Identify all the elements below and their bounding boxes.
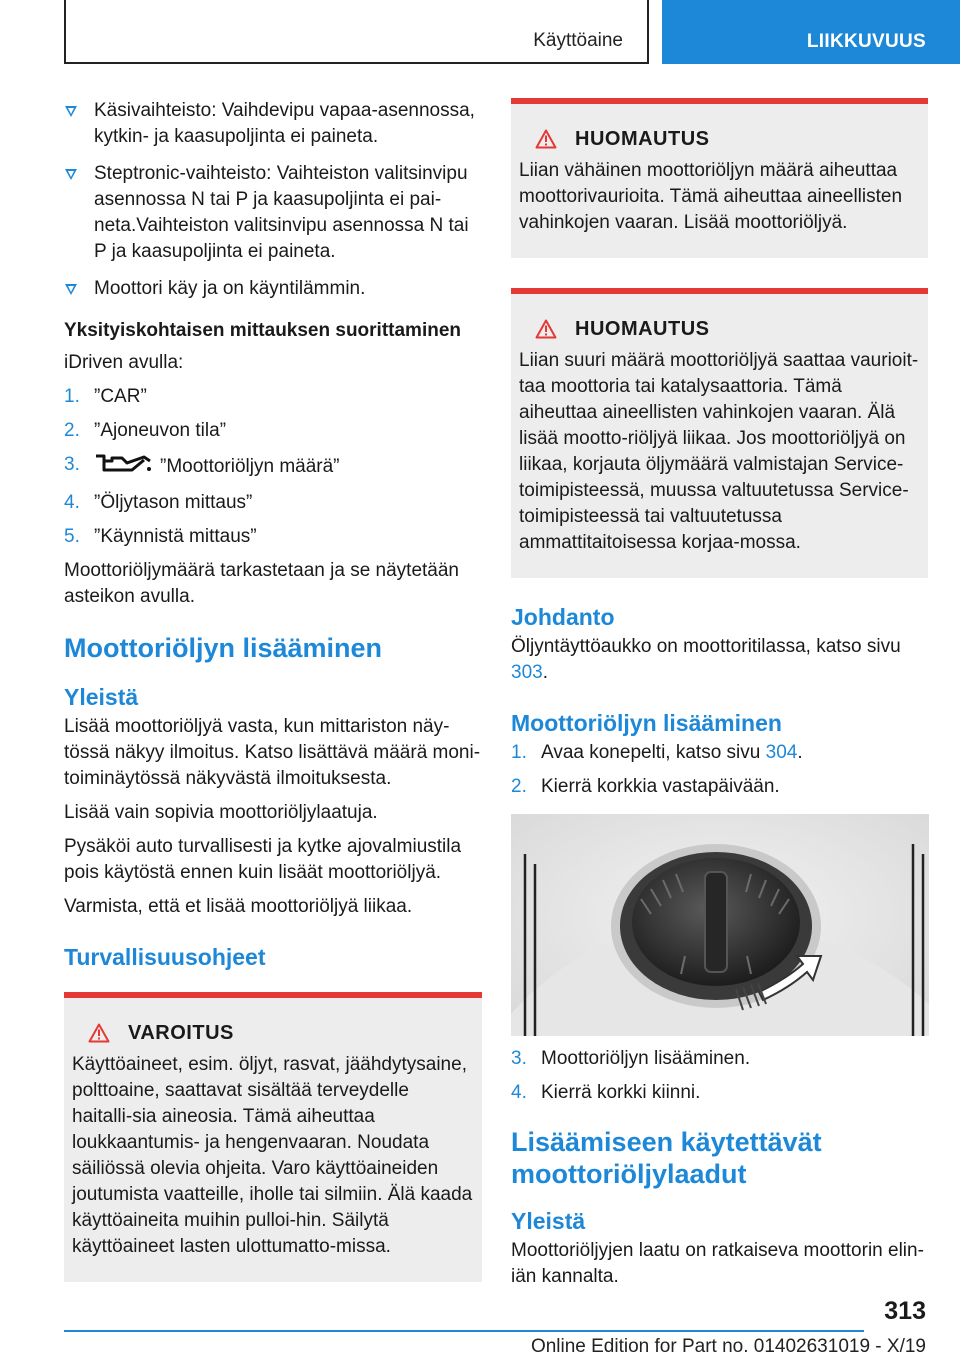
header-section: Käyttöaine	[533, 30, 623, 51]
general-paragraph: Pysäköi auto turvallisesti ja kytke ajovalmiustila pois käytöstä ennen kuin lisäät moottoriöljyä.	[64, 836, 462, 883]
header-chapter: LIIKKUVUUS	[806, 31, 926, 52]
measure-note: Moottoriöljymäärä tarkastetaan ja se näytetään asteikon avulla.	[64, 560, 459, 607]
page-link[interactable]: 304	[765, 742, 798, 763]
notice-text: Liian suuri määrä moottoriöljyä saattaa vaurioit-taa moottoria tai katalysaattoria. Tämä aiheuttaa aineellisten vahinkojen vaaran. Älä lisää mootto-riöljyä liikaa. Jos moottoriöljyä on liikaa, korjauta öljymäärä valmistajan Service-toimipisteessä, muussa valtuutetussa Service-toimipisteessä tai valtuutetussa ammattitaitoisessa korjaa-mossa.	[519, 350, 919, 553]
page-link[interactable]: 303	[511, 662, 543, 683]
warning-box	[64, 992, 482, 1282]
grades-general-title: Yleistä	[511, 1208, 586, 1234]
footer-edition: Online Edition for Part no. 01402631019 - X/19	[530, 1336, 926, 1357]
step-item: 2. ”Ajoneuvon tila”	[64, 420, 227, 441]
step-item: 2. Kierrä korkkia vastapäivään.	[511, 776, 780, 797]
warning-title: VAROITUS	[128, 1022, 234, 1044]
step-item: 4. ”Öljytason mittaus”	[64, 492, 253, 513]
notice-icon	[535, 129, 557, 149]
notice-title-row	[519, 126, 920, 152]
step-item: 5. ”Käynnistä mittaus”	[64, 526, 257, 547]
header-box	[64, 0, 649, 64]
list-item: Steptronic-vaihteisto: Vaihteiston valitsinvipu asennossa N tai P ja kaasupoljinta ei pai-neta.Vaihteiston valitsinvipu asennossa N tai P ja kaasupoljinta ei paineta.	[64, 161, 482, 265]
warning-text: Käyttöaineet, esim. öljyt, rasvat, jäähdytysaine, polttoaine, saattavat sisältää terveydelle haitalli-sia aineosia. Tämä aiheuttaa loukkaantumis- ja hengenvaaran. Noudata säiliössä olevia ohjeita. Varo käyttöaineiden joutumista vaatteille, iholle tai silmiin. Älä kaada käyttöaineita muihin pulloi-hin. Säilytä käyttöaineet lasten ulottumatto-missa.	[72, 1054, 473, 1257]
warning-title-row	[72, 1020, 474, 1046]
idrive-intro: iDriven avulla:	[64, 352, 184, 373]
grades-title: Lisäämiseen käytettävät moottoriöljylaadut	[511, 1127, 822, 1189]
step-item: 1. Avaa konepelti, katso sivu 304.	[511, 742, 803, 763]
oil-cap-photo	[511, 814, 929, 1036]
notice-icon	[535, 319, 557, 339]
measure-steps	[64, 384, 482, 550]
step-item: 3. ”Moottoriöljyn määrä”	[64, 452, 482, 482]
section-title: Moottoriöljyn lisääminen	[64, 633, 383, 663]
right-column	[511, 98, 928, 1290]
notice-title-row	[519, 316, 920, 342]
measure-heading: Yksityiskohtaisen mittauksen suorittaminen	[64, 320, 462, 341]
general-title: Yleistä	[64, 684, 139, 710]
intro-title: Johdanto	[511, 604, 615, 630]
page-number: 313	[884, 1297, 926, 1325]
footer-divider	[64, 1330, 864, 1332]
step-item: 3. Moottoriöljyn lisääminen.	[511, 1048, 751, 1069]
add-steps-continued	[511, 1046, 928, 1106]
intro-text: Öljyntäyttöaukko on moottoritilassa, katso sivu 303.	[511, 636, 901, 683]
general-paragraph: Lisää moottoriöljyä vasta, kun mittariston näy-tössä näkyy ilmoitus. Katso lisättävä määrä moni-toiminäytössä näkyvästä ilmoituksesta.	[64, 716, 481, 789]
list-item: Moottori käy ja on käyntilämmin.	[64, 276, 482, 302]
step-item: 1. ”CAR”	[64, 386, 147, 407]
left-column	[64, 98, 482, 1282]
general-paragraph: Lisää vain sopivia moottoriöljylaatuja.	[64, 802, 378, 823]
general-paragraph: Varmista, että et lisää moottoriöljyä liikaa.	[64, 896, 413, 917]
notice-box	[511, 98, 928, 258]
header-chapter-tab	[662, 0, 960, 64]
notice-title: HUOMAUTUS	[575, 318, 710, 340]
triangle-bullet-icon	[65, 169, 77, 180]
safety-title: Turvallisuusohjeet	[64, 944, 266, 970]
engine-oil-icon	[94, 452, 152, 482]
notice-box	[511, 288, 928, 578]
notice-title: HUOMAUTUS	[575, 128, 710, 150]
add-steps	[511, 740, 928, 800]
list-item: Käsivaihteisto: Vaihdevipu vapaa-asennossa, kytkin- ja kaasupoljinta ei paineta.	[64, 98, 482, 150]
add-title: Moottoriöljyn lisääminen	[511, 710, 782, 736]
grades-text: Moottoriöljyjen laatu on ratkaiseva moottorin elin-iän kannalta.	[511, 1240, 924, 1287]
condition-list	[64, 98, 482, 302]
triangle-bullet-icon	[65, 106, 77, 117]
step-item: 4. Kierrä korkki kiinni.	[511, 1082, 701, 1103]
triangle-bullet-icon	[65, 284, 77, 295]
warning-icon	[88, 1023, 110, 1043]
notice-text: Liian vähäinen moottoriöljyn määrä aiheuttaa moottorivaurioita. Tämä aiheuttaa aineellisten vahinkojen vaaran. Lisää moottoriöljyä.	[519, 160, 903, 233]
